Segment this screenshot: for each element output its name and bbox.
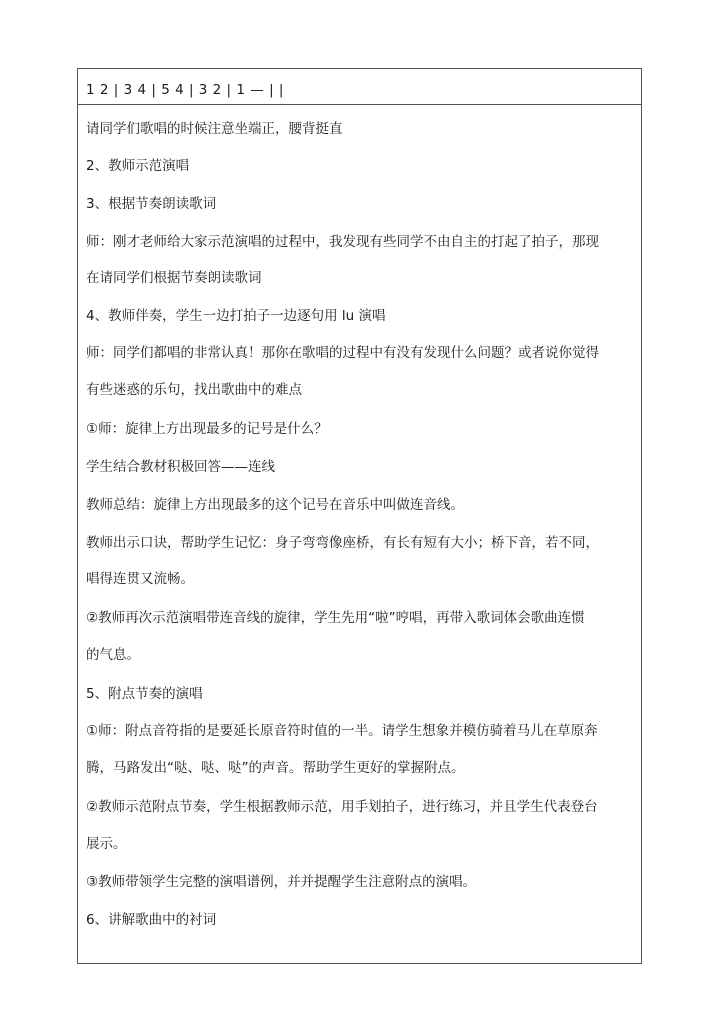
text-line: 有些迷惑的乐句，找出歌曲中的难点	[86, 382, 302, 398]
text-line: 教师出示口诀，帮助学生记忆：身子弯弯像座桥，有长有短有大小；桥下音，若不同，	[86, 535, 599, 551]
text-line: 请同学们歌唱的时候注意坐端正，腰背挺直	[86, 121, 343, 137]
text-line: 腾，马路发出“哒、哒、哒”的声音。帮助学生更好的掌握附点。	[86, 760, 465, 776]
text-line: 展示。	[86, 836, 127, 852]
text-line: ②教师示范附点节奏，学生根据教师示范，用手划拍子，进行练习，并且学生代表登台	[86, 799, 598, 815]
text-line: 师：刚才老师给大家示范演唱的过程中，我发现有些同学不由自主的打起了拍子，那现	[86, 234, 599, 250]
text-line: ②教师再次示范演唱带连音线的旋律，学生先用“啦”哼唱，再带入歌词体会歌曲连惯	[86, 610, 585, 626]
text-line: 5、附点节奏的演唱	[86, 686, 203, 702]
text-line: 3、根据节奏朗读歌词	[86, 196, 217, 212]
music-notation: 1 2 | 3 4 | 5 4 | 3 2 | 1 — | |	[86, 82, 284, 98]
text-line: ①师：旋律上方出现最多的记号是什么？	[86, 421, 328, 437]
text-line: 4、教师伴奏，学生一边打拍子一边逐句用 lu 演唱	[86, 308, 386, 324]
text-line: ①师：附点音符指的是要延长原音符时值的一半。请学生想象并模仿骑着马儿在草原奔	[86, 723, 598, 739]
text-line: 的气息。	[86, 647, 140, 663]
text-line: 2、教师示范演唱	[86, 158, 190, 174]
text-line: 学生结合教材积极回答——连线	[86, 459, 275, 475]
table-divider	[78, 104, 641, 105]
text-line: 6、讲解歌曲中的衬词	[86, 912, 217, 928]
text-line: 在请同学们根据节奏朗读歌词	[86, 270, 262, 286]
text-line: 教师总结：旋律上方出现最多的这个记号在音乐中叫做连音线。	[86, 497, 464, 513]
text-line: ③教师带领学生完整的演唱谱例，并并提醒学生注意附点的演唱。	[86, 874, 477, 890]
text-line: 师：同学们都唱的非常认真！那你在歌唱的过程中有没有发现什么问题？或者说你觉得	[86, 345, 599, 361]
text-line: 唱得连贯又流畅。	[86, 571, 194, 587]
